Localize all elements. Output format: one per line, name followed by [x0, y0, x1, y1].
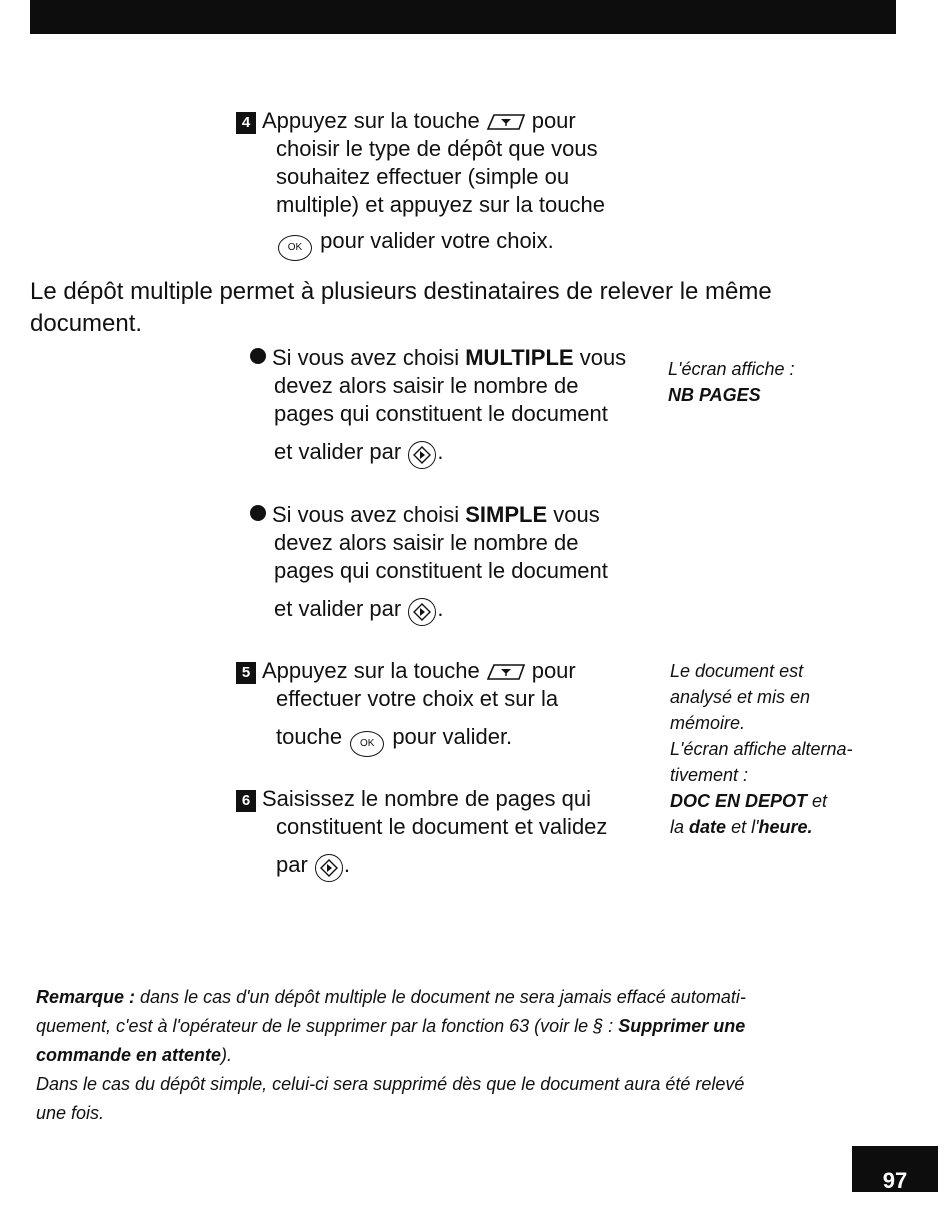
step-number-4: 4 — [236, 112, 256, 134]
step-6: 6 Saisissez le nombre de pages qui constituent le document et validez par . — [236, 785, 656, 882]
remark: Remarque : dans le cas d'un dépôt multiple le document ne sera jamais effacé automati- quement, c'est à l'opérateur de le supprimer par la fonction 63 (voir le § : Supprimer une commande en attente). Dans le cas du dépôt simple, celui-ci sera supprimé dès que le document aura été relevé une fois. — [36, 987, 746, 1123]
step-4: 4 Appuyez sur la touche pour choisir le type de dépôt que vous souhaitez effectuer (simple ou multiple) et appuyez sur la touche OK pour valider votre choix. — [236, 107, 656, 261]
header-bar — [30, 0, 896, 34]
start-key-icon — [408, 441, 436, 469]
remark-label: Remarque : — [36, 987, 136, 1007]
ok-key-icon: OK — [278, 235, 312, 261]
intro-paragraph: Le dépôt multiple permet à plusieurs destinataires de relever le même document. — [30, 278, 772, 337]
step-number-6: 6 — [236, 790, 256, 812]
bullet-icon — [250, 348, 266, 364]
bullet-simple: Si vous avez choisi SIMPLE vous devez alors saisir le nombre de pages qui constituent le document et valider par . — [250, 501, 670, 626]
side-note-step5: Le document est analysé et mis en mémoire. L'écran affiche alterna- tivement : DOC EN DEPOT et la date et l'heure. — [670, 661, 853, 837]
page-number: 97 — [852, 1146, 938, 1192]
step-5: 5 Appuyez sur la touche pour effectuer votre choix et sur la touche OK pour valider. — [236, 657, 656, 757]
start-key-icon — [315, 854, 343, 882]
bullet-multiple: Si vous avez choisi MULTIPLE vous devez alors saisir le nombre de pages qui constituent le document et valider par . — [250, 344, 670, 469]
bullet-icon — [250, 505, 266, 521]
ok-key-icon: OK — [350, 731, 384, 757]
start-key-icon — [408, 598, 436, 626]
step-number-5: 5 — [236, 662, 256, 684]
side-note-multiple: L'écran affiche : NB PAGES — [668, 359, 795, 405]
